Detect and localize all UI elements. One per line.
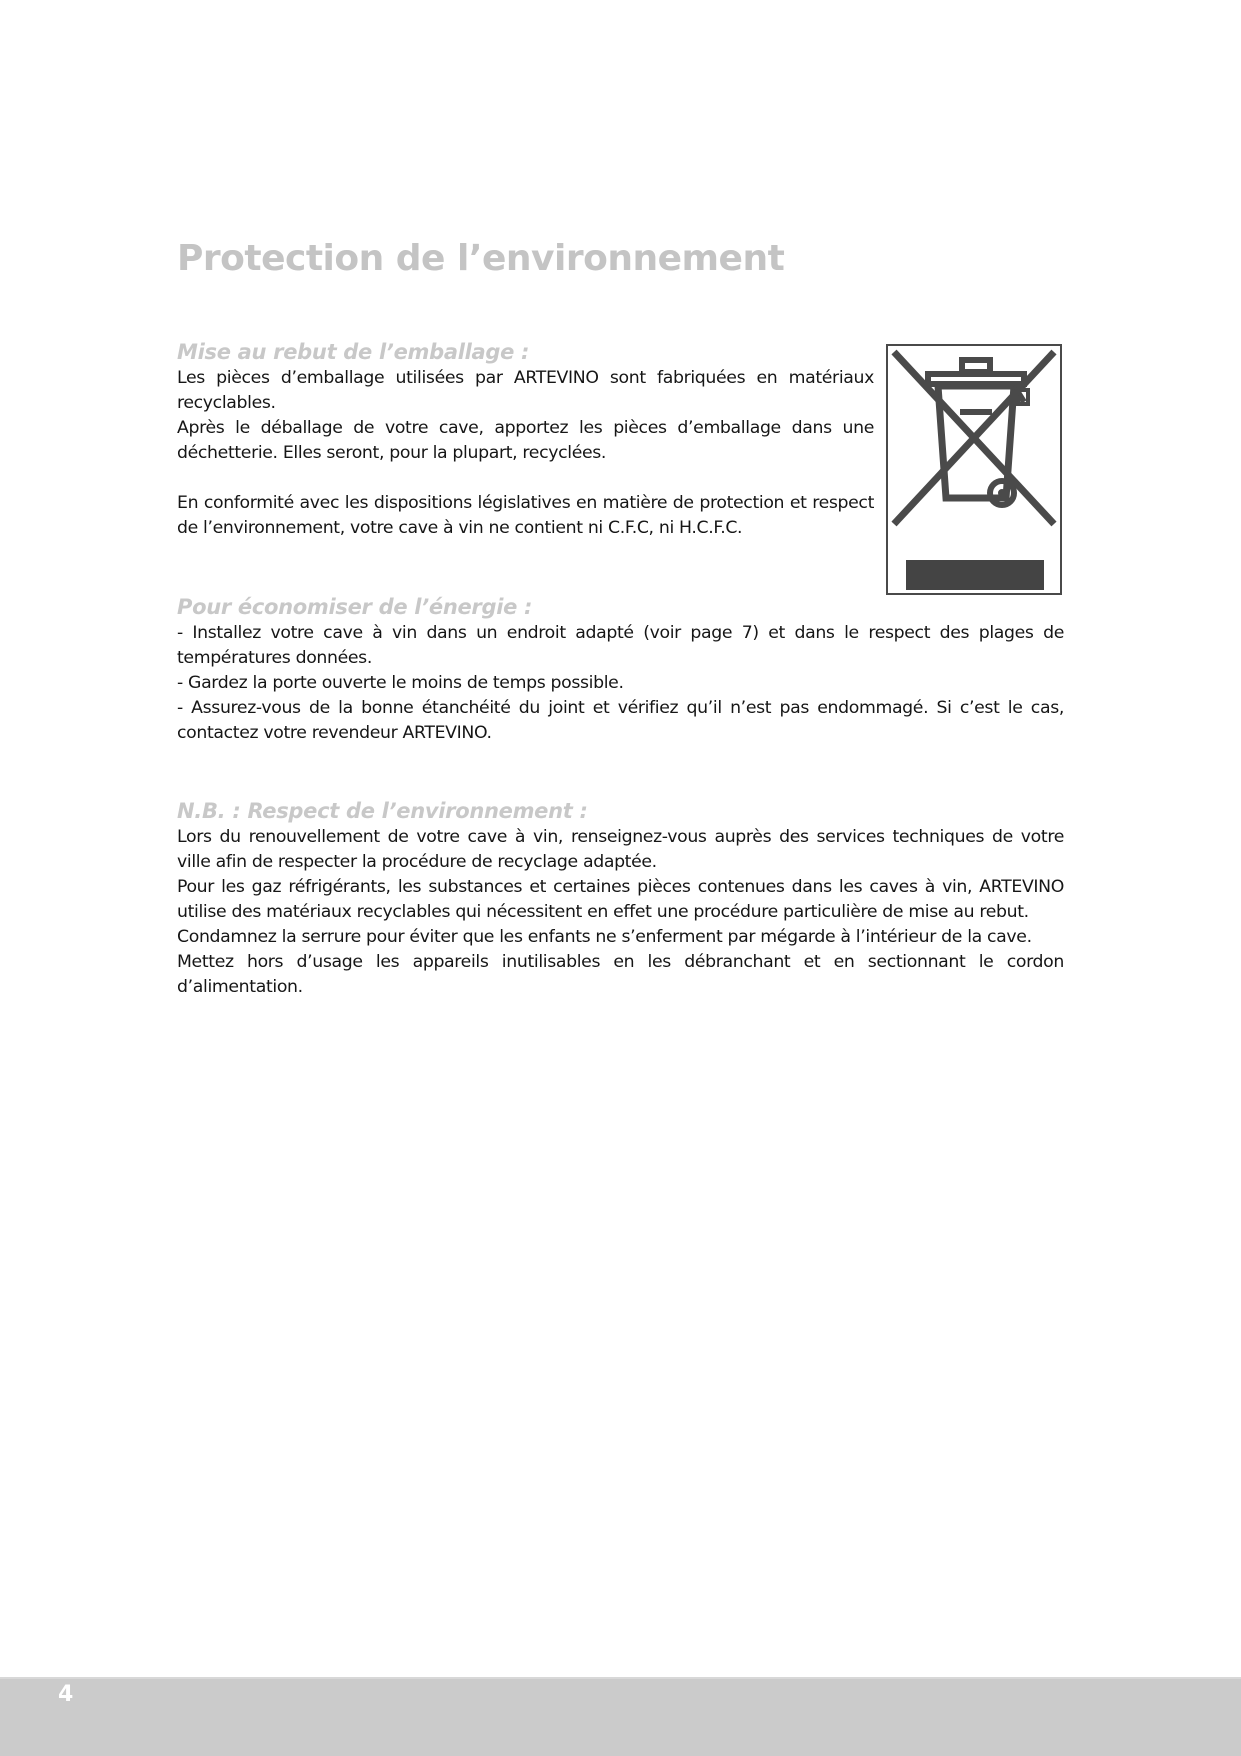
nb-paragraph-1: Lors du renouvellement de votre cave à vin, renseignez-vous auprès des services techniques de votre ville afin de respecter la procédure de recyclage adaptée. [177,827,1064,872]
section-energy-saving [177,594,1064,746]
section-heading-energy: Pour économiser de l’énergie : [177,595,533,619]
page-title: Protection de l’environnement [177,238,785,279]
section-heading-packaging: Mise au rebut de l’emballage : [177,340,530,364]
packaging-paragraph-1: Les pièces d’emballage utilisées par ARTEVINO sont fabriquées en matériaux recyclables. [177,368,874,413]
packaging-paragraph-2: Après le déballage de votre cave, apportez les pièces d’emballage dans une déchetterie. Elles seront, pour la plupart, recyclées. [177,418,874,463]
packaging-paragraph-3: En conformité avec les dispositions législatives en matière de protection et respect de l’environnement, votre cave à vin ne contient ni C.F.C, ni H.C.F.C. [177,493,874,538]
energy-item-1: - Installez votre cave à vin dans un endroit adapté (voir page 7) et dans le respect des plages de températures données. [177,623,1064,668]
section-heading-nb: N.B. : Respect de l’environnement : [177,799,588,823]
footer-band [0,1677,1241,1756]
page-number: 4 [58,1682,74,1707]
nb-paragraph-4: Mettez hors d’usage les appareils inutilisables en les débranchant et en sectionnant le cordon d’alimentation. [177,952,1064,997]
energy-item-2: - Gardez la porte ouverte le moins de temps possible. [177,673,624,693]
section-packaging-disposal [177,339,874,541]
section-nb-environment [177,798,1064,1000]
nb-paragraph-2: Pour les gaz réfrigérants, les substances et certaines pièces contenues dans les caves à vin, ARTEVINO utilise des matériaux recyclables qui nécessitent en effet une procédure particulière de mise au rebut. [177,877,1064,922]
nb-paragraph-3: Condamnez la serrure pour éviter que les enfants ne s’enferment par mégarde à l’intérieur de la cave. [177,927,1032,947]
weee-bin-icon [886,344,1062,595]
energy-item-3: - Assurez-vous de la bonne étanchéité du joint et vérifiez qu’il n’est pas endommagé. Si c’est le cas, contactez votre revendeur ARTEVINO. [177,698,1064,743]
